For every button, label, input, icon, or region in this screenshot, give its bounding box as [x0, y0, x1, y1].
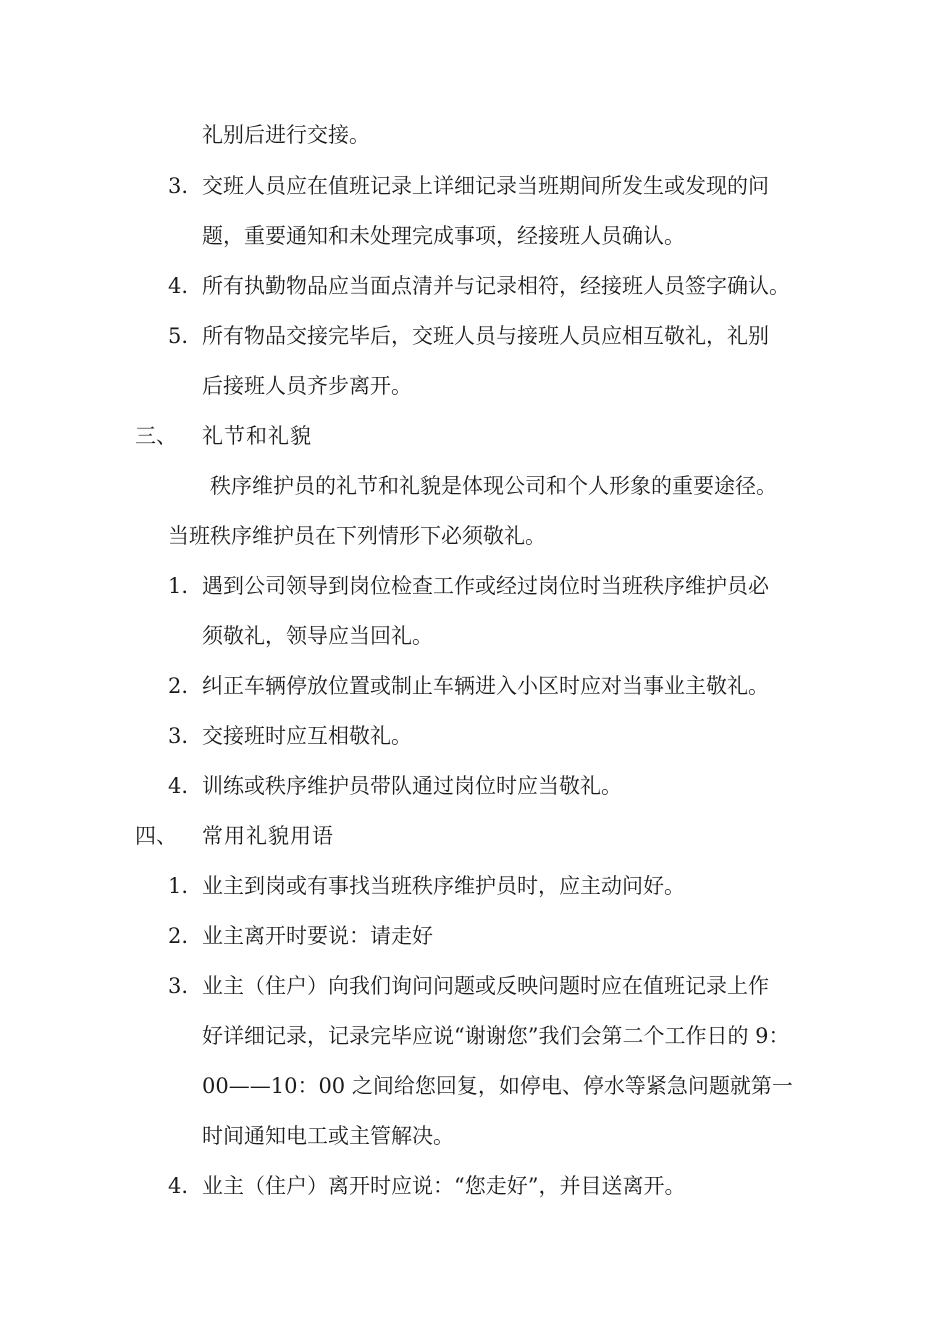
paragraph-line: 秩序维护员的礼节和礼貌是体现公司和个人形象的重要途径。	[210, 474, 777, 498]
list-number: 3.	[168, 724, 189, 748]
section-heading: 常用礼貌用语	[202, 824, 334, 848]
list-number: 3.	[168, 974, 189, 998]
section-number: 三、	[135, 424, 177, 448]
paragraph-line: 当班秩序维护员在下列情形下必须敬礼。	[168, 524, 546, 548]
list-item-line: 交班人员应在值班记录上详细记录当班期间所发生或发现的问	[202, 174, 769, 198]
list-number: 3.	[168, 174, 189, 198]
list-item-line: 须敬礼，领导应当回礼。	[202, 624, 433, 648]
list-item-line: 好详细记录，记录完毕应说“谢谢您”我们会第二个工作日的 9：	[202, 1024, 790, 1048]
list-item-line: 业主到岗或有事找当班秩序维护员时，应主动问好。	[202, 874, 685, 898]
list-number: 1.	[168, 574, 189, 598]
section-number: 四、	[135, 824, 177, 848]
list-number: 4.	[168, 274, 189, 298]
paragraph-line: 礼别后进行交接。	[202, 123, 370, 147]
list-item-line: 所有执勤物品应当面点清并与记录相符，经接班人员签字确认。	[202, 274, 790, 298]
list-number: 4.	[168, 1174, 189, 1198]
list-number: 5.	[168, 324, 189, 348]
list-number: 2.	[168, 924, 189, 948]
list-item-line: 00——10：00 之间给您回复，如停电、停水等紧急问题就第一	[202, 1074, 793, 1098]
list-item-line: 业主（住户）离开时应说：“您走好”，并目送离开。	[202, 1174, 686, 1198]
list-item-line: 时间通知电工或主管解决。	[202, 1124, 454, 1148]
list-item-line: 业主（住户）向我们询问问题或反映问题时应在值班记录上作	[202, 974, 769, 998]
list-item-line: 题，重要通知和未处理完成事项，经接班人员确认。	[202, 224, 685, 248]
list-item-line: 所有物品交接完毕后，交班人员与接班人员应相互敬礼，礼别	[202, 324, 769, 348]
list-item-line: 遇到公司领导到岗位检查工作或经过岗位时当班秩序维护员必	[202, 574, 769, 598]
list-item-line: 后接班人员齐步离开。	[202, 374, 412, 398]
list-item-line: 纠正车辆停放位置或制止车辆进入小区时应对当事业主敬礼。	[202, 674, 769, 698]
list-item-line: 交接班时应互相敬礼。	[202, 724, 412, 748]
list-item-line: 训练或秩序维护员带队通过岗位时应当敬礼。	[202, 774, 622, 798]
list-number: 4.	[168, 774, 189, 798]
section-heading: 礼节和礼貌	[202, 424, 312, 448]
list-number: 1.	[168, 874, 189, 898]
list-number: 2.	[168, 674, 189, 698]
list-item-line: 业主离开时要说：请走好	[202, 924, 433, 948]
